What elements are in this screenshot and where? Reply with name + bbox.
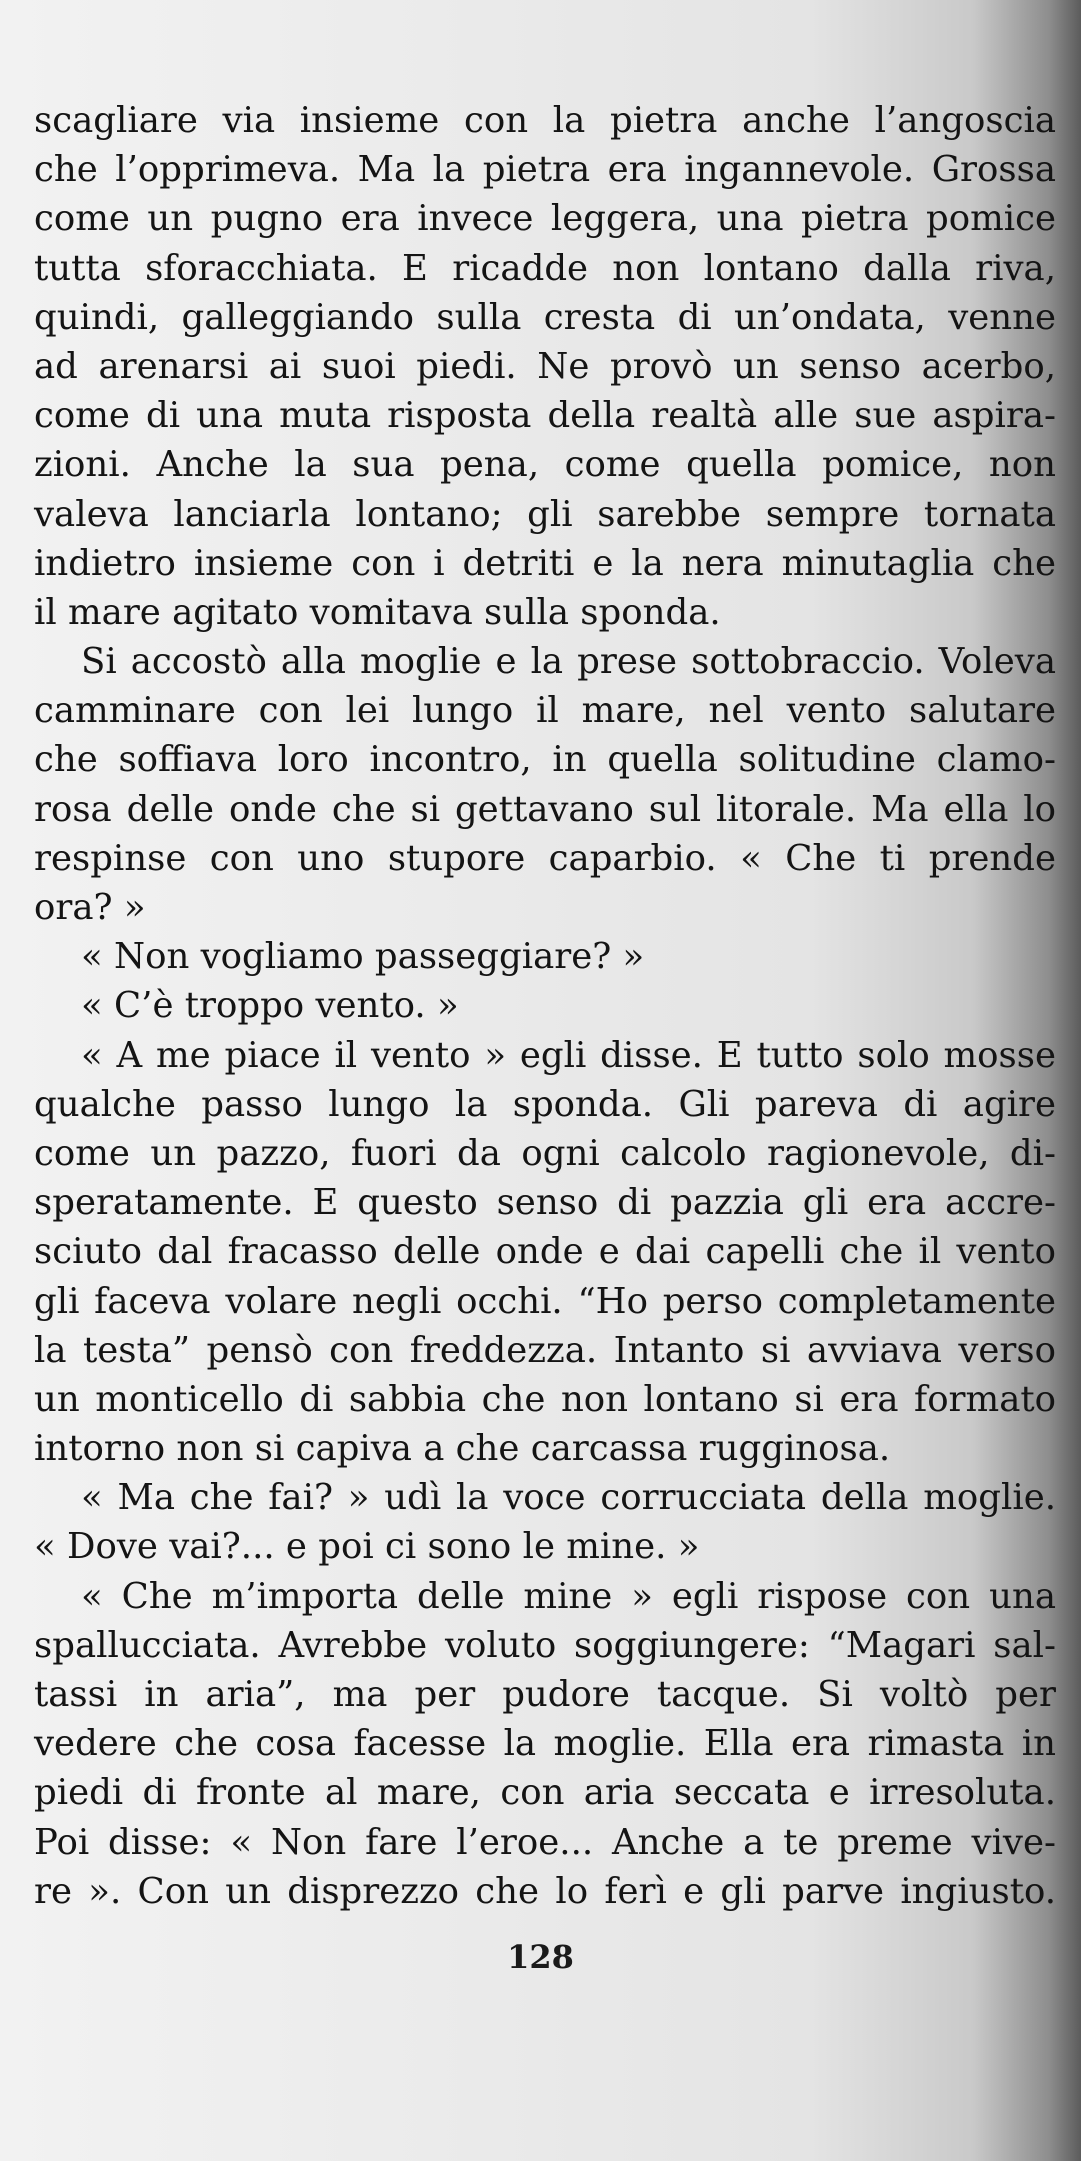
text-line: tutta sforacchiata. E ricadde non lontano dalla riva, bbox=[34, 247, 1056, 289]
text-line: sciuto dal fracasso delle onde e dai capelli che il vento bbox=[34, 1231, 1056, 1273]
text-line: come di una muta risposta della realtà alle sue aspira- bbox=[34, 395, 1056, 437]
text-line: spallucciata. Avrebbe voluto soggiungere: “Magari sal- bbox=[34, 1624, 1056, 1666]
text-line: piedi di fronte al mare, con aria seccata e irresoluta. bbox=[34, 1772, 1056, 1814]
text-line: « A me piace il vento » egli disse. E tutto solo mosse bbox=[81, 1034, 1056, 1076]
text-line: che soffiava loro incontro, in quella solitudine clamo- bbox=[34, 739, 1056, 781]
text-line: qualche passo lungo la sponda. Gli pareva di agire bbox=[34, 1083, 1056, 1125]
text-line: « Non vogliamo passeggiare? » bbox=[81, 936, 645, 978]
text-line: il mare agitato vomitava sulla sponda. bbox=[34, 591, 721, 633]
text-line: tassi in aria”, ma per pudore tacque. Si voltò per bbox=[34, 1674, 1056, 1715]
text-line: re ». Con un disprezzo che lo ferì e gli parve ingiusto. bbox=[34, 1870, 1056, 1912]
text-line: come un pazzo, fuori da ogni calcolo ragionevole, di- bbox=[34, 1132, 1056, 1174]
text-line: Poi disse: « Non fare l’eroe... Anche a te preme vive- bbox=[34, 1821, 1056, 1863]
text-line: Si accostò alla moglie e la prese sottobraccio. Voleva bbox=[81, 641, 1056, 683]
text-line: speratamente. E questo senso di pazzia gli era accre- bbox=[34, 1182, 1056, 1224]
text-line: quindi, galleggiando sulla cresta di un’ondata, venne bbox=[34, 296, 1056, 338]
body-text bbox=[34, 96, 1056, 1916]
text-line: zioni. Anche la sua pena, come quella pomice, non bbox=[34, 444, 1056, 486]
text-line: vedere che cosa facesse la moglie. Ella era rimasta in bbox=[34, 1723, 1056, 1765]
text-line: ora? » bbox=[34, 887, 146, 928]
text-line: la testa” pensò con freddezza. Intanto si avviava verso bbox=[34, 1329, 1056, 1371]
text-line: gli faceva volare negli occhi. “Ho perso completamente bbox=[34, 1280, 1056, 1322]
text-line: rosa delle onde che si gettavano sul litorale. Ma ella lo bbox=[34, 788, 1056, 830]
text-line: « Dove vai?... e poi ci sono le mine. » bbox=[34, 1526, 700, 1568]
text-line: come un pugno era invece leggera, una pietra pomice bbox=[34, 198, 1056, 240]
page-number: 128 bbox=[507, 1938, 574, 1976]
text-line: ad arenarsi ai suoi piedi. Ne provò un senso acerbo, bbox=[34, 345, 1056, 387]
text-line: un monticello di sabbia che non lontano si era formato bbox=[34, 1378, 1056, 1420]
text-line: « Ma che fai? » udì la voce corrucciata della moglie. bbox=[81, 1477, 1056, 1519]
text-line: che l’opprimeva. Ma la pietra era ingannevole. Grossa bbox=[34, 149, 1056, 191]
text-line: scagliare via insieme con la pietra anche l’angoscia bbox=[34, 100, 1056, 141]
text-line: camminare con lei lungo il mare, nel vento salutare bbox=[34, 690, 1056, 732]
text-line: intorno non si capiva a che carcassa rugginosa. bbox=[34, 1428, 891, 1470]
text-line: indietro insieme con i detriti e la nera minutaglia che bbox=[34, 542, 1056, 584]
text-line: valeva lanciarla lontano; gli sarebbe sempre tornata bbox=[34, 493, 1056, 535]
text-line: respinse con uno stupore caparbio. « Che ti prende bbox=[34, 837, 1056, 879]
text-line: « Che m’importa delle mine » egli rispose con una bbox=[81, 1575, 1056, 1617]
text-line: « C’è troppo vento. » bbox=[81, 985, 459, 1027]
